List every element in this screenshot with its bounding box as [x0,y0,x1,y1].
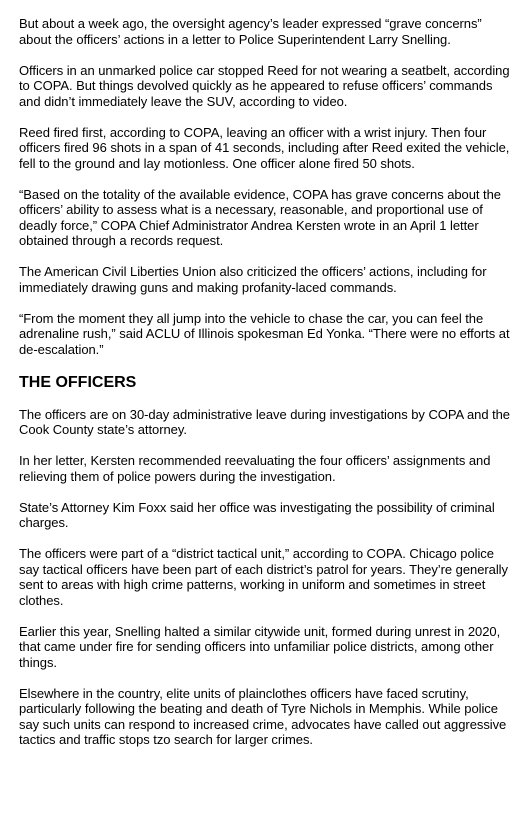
paragraph: State’s Attorney Kim Foxx said her office was investigating the possibility of criminal charges. [19,499,495,530]
paragraph: Elsewhere in the country, elite units of plainclothes officers have faced scrutiny, particularly following the beating and death of Tyre Nichols in Memphis. While police say such units can respond to increased crime, advocates have called out aggressive tactics and traffic stops tzo search for larger crimes. [19,685,507,747]
paragraph: In her letter, Kersten recommended reevaluating the four officers’ assignments and relieving them of police powers during the investigation. [19,453,491,484]
paragraph: The officers were part of a “district tactical unit,” according to COPA. Chicago police say tactical officers have been part of each district’s patrol for years. They’re generally sent to areas with high crime patterns, working in uniform and sometimes in street clothes. [19,546,508,608]
paragraph: The officers are on 30-day administrative leave during investigations by COPA and the Cook County state’s attorney. [19,406,510,437]
paragraph: Officers in an unmarked police car stopped Reed for not wearing a seatbelt, according to COPA. But things devolved quickly as he appeared to refuse officers’ commands and didn’t immediately leave the SUV, according to video. [19,62,510,109]
paragraph: But about a week ago, the oversight agency’s leader expressed “grave concerns” about the officers’ actions in a letter to Police Superintendent Larry Snelling. [19,16,482,47]
paragraph: “From the moment they all jump into the vehicle to chase the car, you can feel the adrenaline rush,” said ACLU of Illinois spokesman Ed Yonka. “There were no efforts at de-escalation.” [19,310,510,357]
section-heading: THE OFFICERS [19,373,137,391]
paragraph: The American Civil Liberties Union also criticized the officers’ actions, including for immediately drawing guns and making profanity-laced commands. [19,264,487,295]
paragraph: Earlier this year, Snelling halted a similar citywide unit, formed during unrest in 2020, that came under fire for sending officers into unfamiliar police districts, among other things. [19,623,501,670]
paragraph: Reed fired first, according to COPA, leaving an officer with a wrist injury. Then four officers fired 96 shots in a span of 41 seconds, including after Reed exited the vehicle, fell to the ground and lay motionless. One officer alone fired 50 shots. [19,124,510,171]
article-body [19,16,513,763]
paragraph: “Based on the totality of the available evidence, COPA has grave concerns about the officers’ ability to assess what is a necessary, reasonable, and proportional use of deadly force,” COPA Chief Administrator Andrea Kersten wrote in an April 1 letter obtained through a records request. [19,186,501,248]
